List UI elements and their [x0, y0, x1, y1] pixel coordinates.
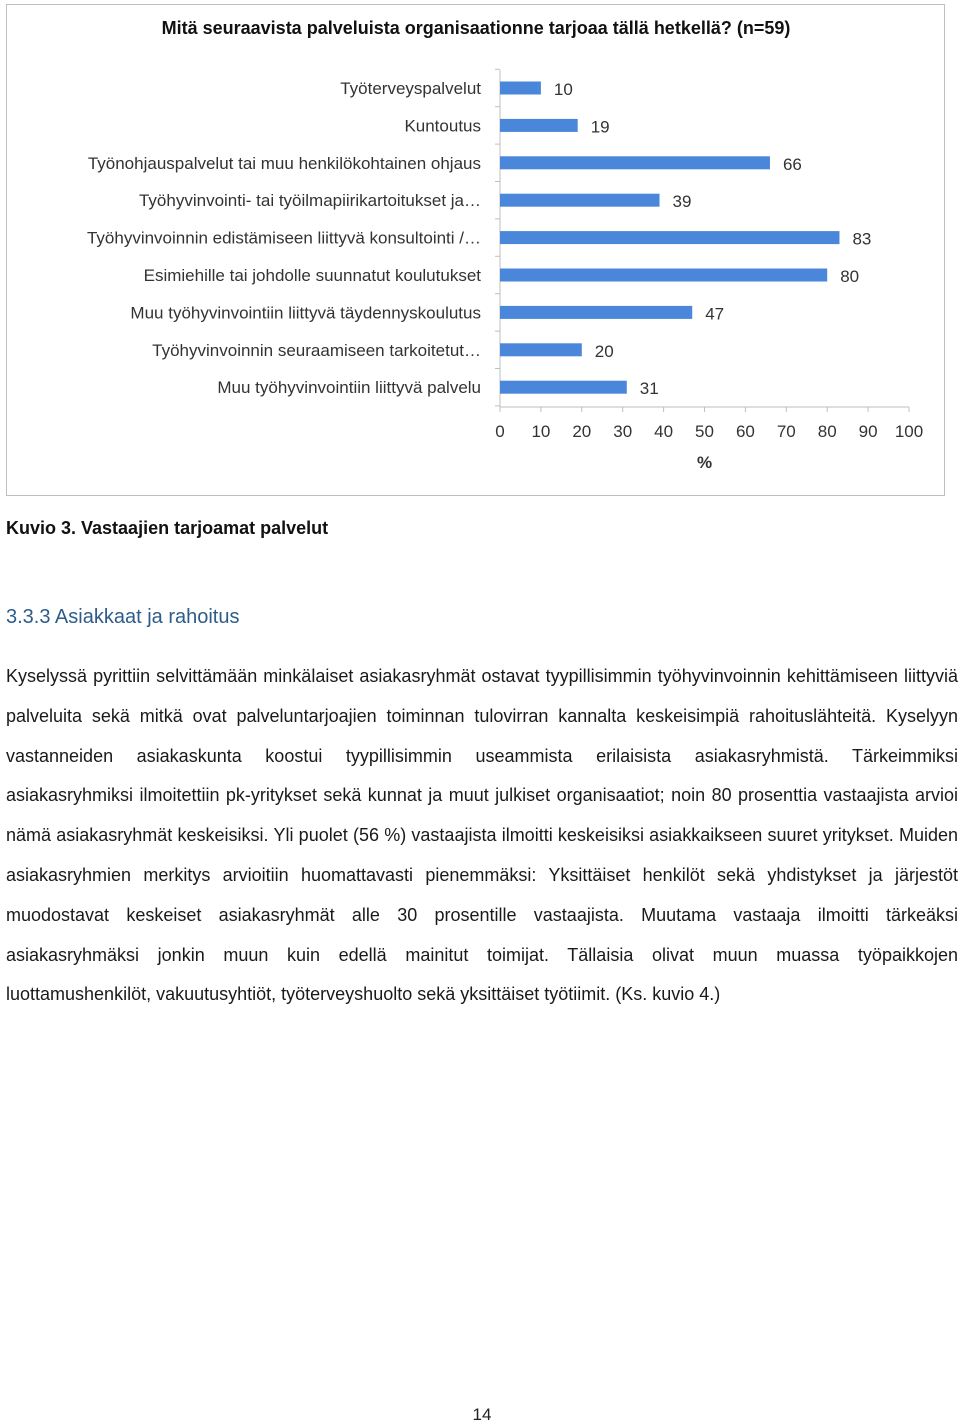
data-label: 19: [590, 117, 610, 137]
data-label: 47: [705, 304, 725, 324]
x-tick-label: 30: [613, 422, 633, 441]
data-label: 66: [782, 154, 802, 174]
bar: [500, 269, 827, 282]
category-label: Kuntoutus: [404, 116, 481, 136]
x-tick-label: 10: [531, 422, 551, 441]
bar: [500, 82, 541, 95]
x-tick-label: 40: [654, 422, 674, 441]
data-label: 10: [553, 80, 573, 99]
data-label: 20: [594, 341, 614, 361]
category-label: Muu työhyvinvointiin liittyvä palvelu: [217, 378, 481, 398]
bar: [500, 119, 578, 132]
figure-caption: Kuvio 3. Vastaajien tarjoamat palvelut: [6, 518, 329, 538]
bar-chart: [0, 0, 960, 500]
category-label: Työhyvinvoinnin edistämiseen liittyvä konsultointi /…: [86, 228, 481, 248]
bar: [500, 156, 770, 169]
x-tick-label: 100: [894, 422, 924, 441]
x-tick-label: 50: [695, 422, 714, 441]
section-heading: 3.3.3 Asiakkaat ja rahoitus: [6, 606, 240, 628]
x-tick-label: 90: [858, 422, 878, 441]
bar: [500, 306, 692, 319]
x-tick-label: 0: [495, 422, 505, 441]
data-label: 80: [840, 267, 860, 286]
bar: [500, 381, 627, 394]
category-label: Työhyvinvointi- tai työilmapiirikartoitukset ja…: [138, 191, 481, 211]
x-tick-label: 20: [572, 422, 592, 441]
category-label: Muu työhyvinvointiin liittyvä täydennyskoulutus: [130, 303, 481, 323]
bar: [500, 194, 660, 207]
bar: [500, 231, 839, 244]
chart-title: Mitä seuraavista palveluista organisaationne tarjoaa tällä hetkellä? (n=59): [161, 18, 791, 38]
category-label: Työhyvinvoinnin seuraamiseen tarkoitetut…: [152, 340, 481, 360]
x-tick-label: 60: [735, 422, 755, 441]
data-label: 31: [639, 379, 659, 399]
body-paragraph: Kyselyssä pyrittiin selvittämään minkälaiset asiakasryhmät ostavat tyypillisimmin työhyvinvoinnin kehittämiseen liittyviä palveluita sekä mitkä ovat palveluntarjoajien toiminnan tulovirran kannalta keskeisimpiä rahoituslähteitä. Kyselyyn vastanneiden asiakaskunta koostui tyypillisimmin useammista erilaisista asiakasryhmistä. Tärkeimmiksi asiakasryhmiksi ilmoitettiin pk-yritykset sekä kunnat ja muut julkiset organisaatiot; noin 80 prosenttia vastaajista arvioi nämä asiakasryhmät keskeisiksi. Yli puolet (56 %) vastaajista ilmoitti keskeisiksi asiakkaikseen suuret yritykset. Muiden asiakasryhmien merkitys arvioitiin huomattavasti pienemmäksi: Yksittäiset henkilöt sekä yhdistykset ja järjestöt muodostavat keskeiset asiakasryhmät alle 30 prosentille vastaajista. Muutama vastaaja ilmoitti tärkeäksi asiakasryhmäksi jonkin muun kuin edellä mainitut toimijat. Tällaisia olivat muun muassa työpaikkojen luottamushenkilöt, vakuutusyhtiöt, työterveyshuolto sekä yksittäiset työtiimit. (Ks. kuvio 4.): [6, 666, 958, 1005]
bar: [500, 343, 582, 356]
x-axis-title: %: [696, 453, 713, 472]
category-label: Työterveyspalvelut: [340, 79, 481, 98]
data-label: 39: [672, 192, 692, 212]
page-number: 14: [472, 1405, 492, 1424]
x-tick-label: 70: [776, 422, 796, 441]
category-label: Esimiehille tai johdolle suunnatut koulutukset: [143, 266, 481, 285]
x-tick-label: 80: [817, 422, 837, 441]
category-label: Työnohjauspalvelut tai muu henkilökohtainen ohjaus: [87, 153, 481, 173]
data-label: 83: [852, 229, 872, 249]
